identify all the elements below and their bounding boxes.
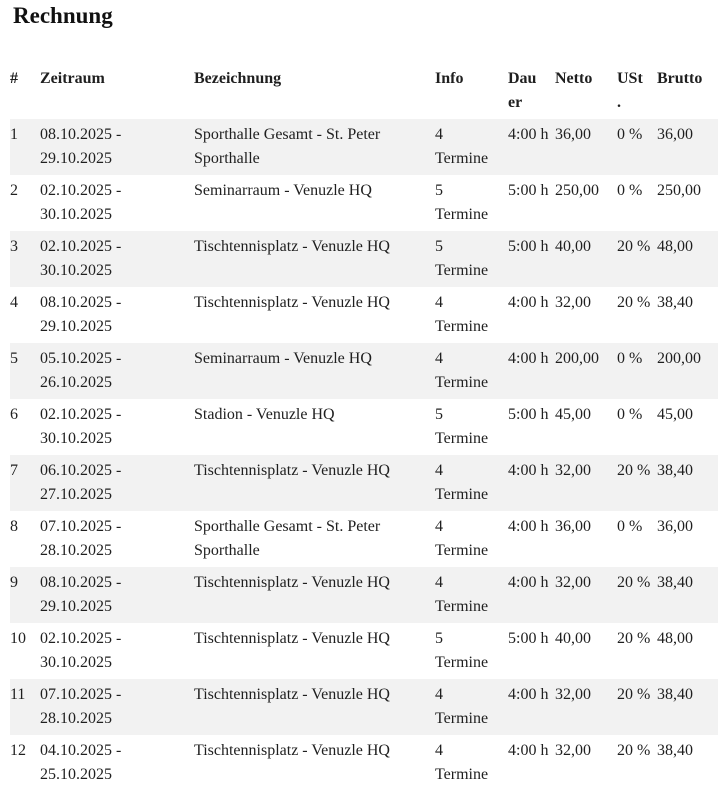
cell-dauer: 4:00 h: [508, 574, 549, 592]
cell-netto: 32,00: [555, 294, 591, 312]
cell-netto: 32,00: [555, 462, 591, 480]
cell-info: 4 Termine: [435, 686, 489, 728]
cell-dauer: 5:00 h: [508, 238, 549, 256]
cell-bezeichnung: Tischtennisplatz - Venuzle HQ: [194, 462, 390, 480]
cell-netto: 45,00: [555, 406, 591, 424]
cell-ust: 20 %: [617, 238, 651, 256]
cell-bezeichnung: Stadion - Venuzle HQ: [194, 406, 335, 424]
cell-bezeichnung: Tischtennisplatz - Venuzle HQ: [194, 294, 390, 312]
column-header-bezeichnung: Bezeichnung: [194, 70, 282, 88]
page-title: Rechnung: [13, 3, 113, 28]
cell-dauer: 4:00 h: [508, 742, 549, 760]
table-row: [10, 623, 718, 679]
cell-info: 4 Termine: [435, 518, 489, 560]
table-row: [10, 231, 718, 287]
cell-info: 5 Termine: [435, 182, 489, 224]
cell-info: 5 Termine: [435, 406, 489, 448]
cell-ust: 20 %: [617, 742, 651, 760]
cell-num: 1: [10, 126, 18, 144]
cell-netto: 200,00: [555, 350, 599, 368]
cell-num: 6: [10, 406, 18, 424]
cell-brutto: 36,00: [657, 126, 693, 144]
cell-ust: 0 %: [617, 406, 643, 424]
cell-dauer: 5:00 h: [508, 182, 549, 200]
table-row: [10, 679, 718, 735]
cell-ust: 0 %: [617, 518, 643, 536]
cell-brutto: 36,00: [657, 518, 693, 536]
cell-ust: 20 %: [617, 462, 651, 480]
cell-zeitraum: 02.10.2025 - 30.10.2025: [40, 630, 122, 672]
cell-bezeichnung: Tischtennisplatz - Venuzle HQ: [194, 742, 390, 760]
cell-zeitraum: 07.10.2025 - 28.10.2025: [40, 518, 122, 560]
cell-ust: 20 %: [617, 630, 651, 648]
cell-info: 4 Termine: [435, 574, 489, 616]
table-row: [10, 455, 718, 511]
cell-brutto: 45,00: [657, 406, 693, 424]
cell-num: 10: [10, 630, 26, 648]
table-body: [10, 119, 718, 791]
cell-zeitraum: 04.10.2025 - 25.10.2025: [40, 742, 122, 784]
cell-ust: 0 %: [617, 126, 643, 144]
cell-brutto: 38,40: [657, 686, 693, 704]
column-header-brutto: Brutto: [657, 70, 703, 88]
cell-num: 12: [10, 742, 26, 760]
column-header-netto: Netto: [555, 70, 593, 88]
cell-netto: 250,00: [555, 182, 599, 200]
cell-dauer: 5:00 h: [508, 630, 549, 648]
table-row: [10, 735, 718, 791]
cell-zeitraum: 08.10.2025 - 29.10.2025: [40, 574, 122, 616]
cell-num: 11: [10, 686, 26, 704]
cell-num: 7: [10, 462, 18, 480]
cell-bezeichnung: Tischtennisplatz - Venuzle HQ: [194, 630, 390, 648]
column-header-dauer: Dauer: [508, 70, 537, 112]
cell-brutto: 250,00: [657, 182, 701, 200]
cell-zeitraum: 06.10.2025 - 27.10.2025: [40, 462, 122, 504]
cell-bezeichnung: Tischtennisplatz - Venuzle HQ: [194, 574, 390, 592]
cell-num: 9: [10, 574, 18, 592]
cell-ust: 20 %: [617, 686, 651, 704]
table-head: [10, 63, 718, 119]
table-row: [10, 399, 718, 455]
cell-bezeichnung: Seminarraum - Venuzle HQ: [194, 182, 372, 200]
table-row: [10, 567, 718, 623]
cell-num: 5: [10, 350, 18, 368]
cell-netto: 36,00: [555, 518, 591, 536]
cell-dauer: 4:00 h: [508, 126, 549, 144]
cell-num: 8: [10, 518, 18, 536]
cell-ust: 0 %: [617, 182, 643, 200]
cell-ust: 20 %: [617, 574, 651, 592]
cell-dauer: 4:00 h: [508, 462, 549, 480]
cell-zeitraum: 08.10.2025 - 29.10.2025: [40, 294, 122, 336]
cell-brutto: 48,00: [657, 238, 693, 256]
cell-brutto: 38,40: [657, 462, 693, 480]
cell-info: 5 Termine: [435, 630, 489, 672]
cell-ust: 20 %: [617, 294, 651, 312]
cell-netto: 32,00: [555, 574, 591, 592]
cell-bezeichnung: Sporthalle Gesamt - St. Peter Sporthalle: [194, 518, 381, 560]
cell-brutto: 48,00: [657, 630, 693, 648]
cell-zeitraum: 02.10.2025 - 30.10.2025: [40, 238, 122, 280]
cell-netto: 32,00: [555, 686, 591, 704]
cell-info: 4 Termine: [435, 742, 489, 784]
cell-zeitraum: 08.10.2025 - 29.10.2025: [40, 126, 122, 168]
table-row: [10, 511, 718, 567]
invoice-page: [0, 4, 728, 791]
cell-bezeichnung: Tischtennisplatz - Venuzle HQ: [194, 238, 390, 256]
cell-num: 3: [10, 238, 18, 256]
table-row: [10, 343, 718, 399]
cell-info: 4 Termine: [435, 462, 489, 504]
cell-dauer: 4:00 h: [508, 686, 549, 704]
table-header-row: [10, 63, 718, 119]
cell-zeitraum: 02.10.2025 - 30.10.2025: [40, 182, 122, 224]
cell-brutto: 200,00: [657, 350, 701, 368]
cell-info: 5 Termine: [435, 238, 489, 280]
cell-zeitraum: 05.10.2025 - 26.10.2025: [40, 350, 122, 392]
cell-brutto: 38,40: [657, 574, 693, 592]
cell-dauer: 5:00 h: [508, 406, 549, 424]
cell-num: 2: [10, 182, 18, 200]
cell-info: 4 Termine: [435, 350, 489, 392]
cell-bezeichnung: Sporthalle Gesamt - St. Peter Sporthalle: [194, 126, 381, 168]
column-header-info: Info: [435, 70, 464, 88]
column-header-ust: USt.: [617, 70, 643, 112]
column-header-zeitraum: Zeitraum: [40, 70, 105, 88]
cell-bezeichnung: Tischtennisplatz - Venuzle HQ: [194, 686, 390, 704]
invoice-table: [10, 63, 718, 791]
cell-netto: 36,00: [555, 126, 591, 144]
column-header-num: #: [10, 70, 18, 88]
cell-brutto: 38,40: [657, 294, 693, 312]
table-row: [10, 287, 718, 343]
cell-bezeichnung: Seminarraum - Venuzle HQ: [194, 350, 372, 368]
cell-netto: 40,00: [555, 630, 591, 648]
cell-netto: 40,00: [555, 238, 591, 256]
cell-ust: 0 %: [617, 350, 643, 368]
cell-info: 4 Termine: [435, 126, 489, 168]
cell-dauer: 4:00 h: [508, 518, 549, 536]
cell-zeitraum: 02.10.2025 - 30.10.2025: [40, 406, 122, 448]
cell-num: 4: [10, 294, 18, 312]
cell-dauer: 4:00 h: [508, 294, 549, 312]
cell-brutto: 38,40: [657, 742, 693, 760]
cell-info: 4 Termine: [435, 294, 489, 336]
cell-zeitraum: 07.10.2025 - 28.10.2025: [40, 686, 122, 728]
table-row: [10, 175, 718, 231]
cell-dauer: 4:00 h: [508, 350, 549, 368]
cell-netto: 32,00: [555, 742, 591, 760]
table-row: [10, 119, 718, 175]
